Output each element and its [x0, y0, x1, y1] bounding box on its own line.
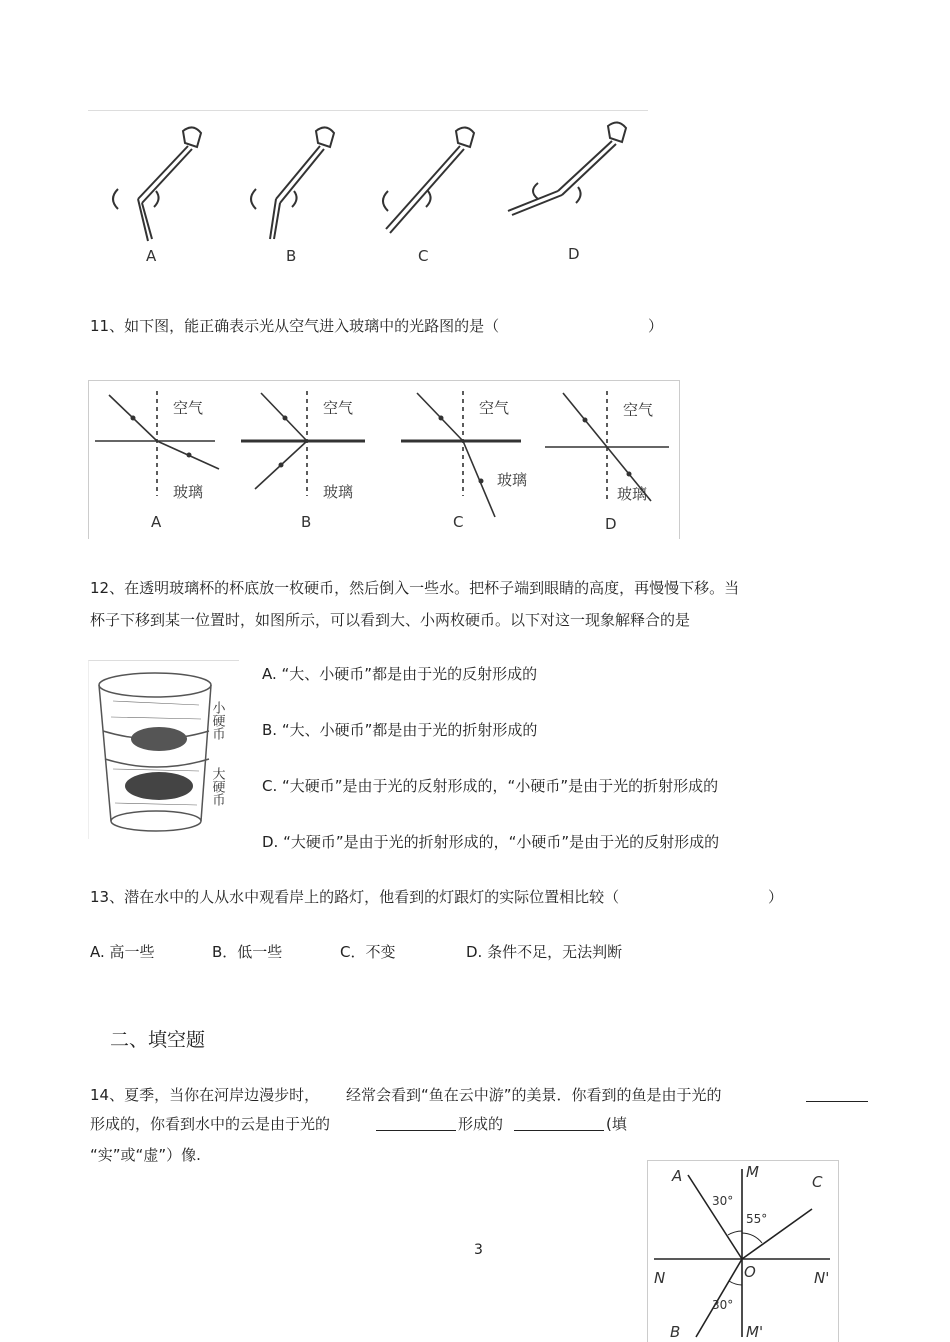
q10-label-d: D [568, 245, 580, 263]
q13-option-b: B．低一些 [212, 943, 283, 961]
q12-figure [88, 660, 239, 839]
q14-blank-3[interactable] [514, 1115, 604, 1135]
q13-close-paren: ） [768, 888, 784, 906]
q10-label-c: C [418, 247, 429, 265]
q14-blank-2[interactable] [376, 1115, 456, 1135]
q13-option-d: D. 条件不足，无法判断 [466, 943, 623, 961]
q15-label-o: O [744, 1263, 756, 1281]
q15-angle-right: 55° [746, 1212, 768, 1226]
q11-b-glass: 玻璃 [323, 483, 354, 501]
q11-label-a: A [151, 513, 162, 531]
q14-line2c: (填 [606, 1115, 627, 1133]
q14-line2b: 形成的 [458, 1115, 504, 1133]
q11-close-paren: ） [648, 317, 664, 335]
q12-option-c: C. “大硬币”是由于光的反射形成的，“小硬币”是由于光的折射形成的 [262, 777, 719, 795]
q14-line3: “实”或“虚”）像. [90, 1146, 201, 1164]
q11-label-d: D [605, 515, 617, 533]
q11-a-glass: 玻璃 [173, 483, 204, 501]
q15-label-n-prime: N' [814, 1269, 830, 1287]
q11-a-air: 空气 [173, 399, 204, 417]
q15-angle-bottom: 30° [712, 1298, 734, 1312]
q12-option-d: D. “大硬币”是由于光的折射形成的，“小硬币”是由于光的反射形成的 [262, 833, 720, 851]
q12-small-coin-label: 小硬币 [209, 701, 225, 740]
q11-text: 11、如下图，能正确表示光从空气进入玻璃中的光路图的是（ [90, 317, 500, 335]
q15-label-c: C [812, 1173, 823, 1191]
q11-d-air: 空气 [623, 401, 654, 419]
q11-figure [88, 380, 680, 539]
q14-line2a: 形成的，你看到水中的云是由于光的 [90, 1115, 331, 1133]
q11-c-glass: 玻璃 [497, 471, 528, 489]
q11-question [90, 316, 499, 336]
q12-line2: 杯子下移到某一位置时，如图所示，可以看到大、小两枚硬币。以下对这一现象解释合的是 [90, 611, 691, 629]
q14-line1b: 经常会看到“鱼在云中游”的美景．你看到的鱼是由于光的 [346, 1086, 722, 1104]
q14-blank-1[interactable] [806, 1086, 868, 1106]
q15-figure [647, 1160, 839, 1342]
q12-option-b: B. “大、小硬币”都是由于光的折射形成的 [262, 721, 538, 739]
q11-label-c: C [453, 513, 464, 531]
q15-label-m-prime: M' [746, 1323, 764, 1341]
q15-label-a: A [672, 1167, 683, 1185]
q13-option-c: C．不变 [340, 943, 396, 961]
q15-label-m: M [746, 1163, 759, 1181]
q12-line1: 12、在透明玻璃杯的杯底放一枚硬币，然后倒入一些水。把杯子端到眼睛的高度，再慢慢下移。当 [90, 579, 740, 597]
q11-d-glass: 玻璃 [617, 485, 648, 503]
q12-big-coin-label: 大硬币 [209, 767, 225, 806]
q15-angle-top: 30° [712, 1194, 734, 1208]
q15-label-b: B [670, 1323, 681, 1341]
page-number: 3 [474, 1242, 483, 1258]
q11-c-air: 空气 [479, 399, 510, 417]
q10-label-b: B [286, 247, 297, 265]
section-title: 二、填空题 [110, 1029, 206, 1051]
q10-label-a: A [146, 247, 157, 265]
q11-b-air: 空气 [323, 399, 354, 417]
q13-text: 13、潜在水中的人从水中观看岸上的路灯，他看到的灯跟灯的实际位置相比较（ [90, 888, 620, 906]
q11-label-b: B [301, 513, 312, 531]
q10-figure [88, 110, 648, 284]
q15-label-n: N [654, 1269, 666, 1287]
q12-option-a: A. “大、小硬币”都是由于光的反射形成的 [262, 665, 538, 683]
q13-option-a: A. 高一些 [90, 943, 155, 961]
q14-line1: 14、夏季，当你在河岸边漫步时， [90, 1086, 320, 1104]
